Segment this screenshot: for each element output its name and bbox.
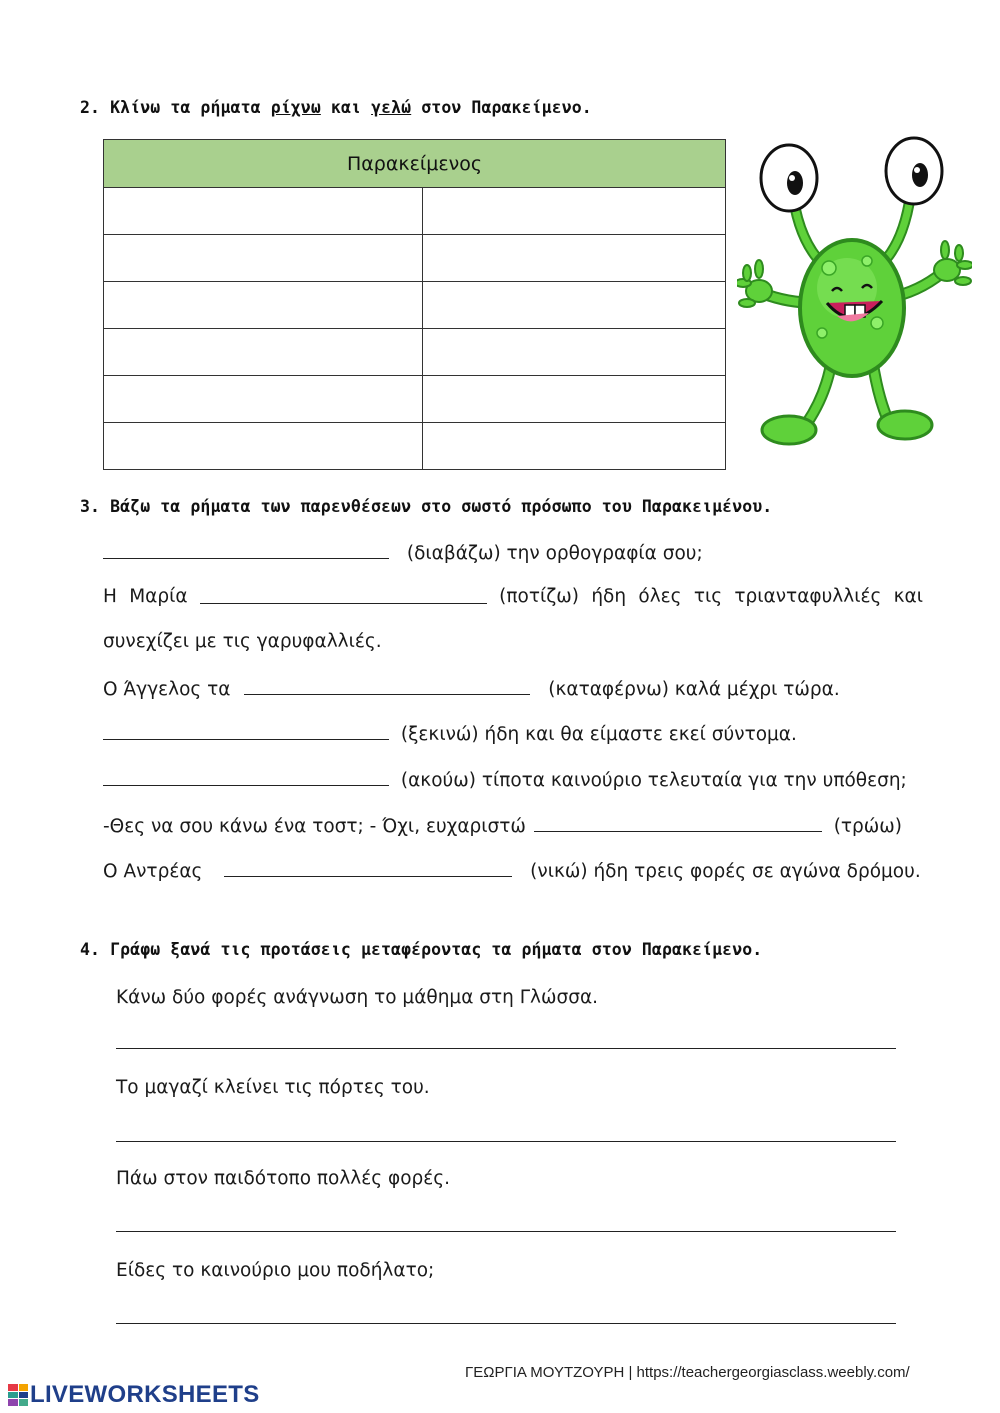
logo-text: LIVEWORKSHEETS — [30, 1381, 260, 1408]
table-row — [104, 235, 726, 282]
table-cell-input[interactable] — [423, 282, 726, 329]
answer-line-2[interactable] — [116, 1140, 896, 1142]
table-row — [104, 282, 726, 329]
table-cell-input[interactable] — [423, 329, 726, 376]
sentence-3: Πάω στον παιδότοπο πολλές φορές. — [116, 1168, 450, 1189]
table-cell-input[interactable] — [104, 188, 423, 235]
exercise-3-line-6: (ακούω) τίποτα καινούριο τελευταία για την υπόθεση; — [103, 768, 907, 791]
exercise-3-line-5: (ξεκινώ) ήδη και θα είμαστε εκεί σύντομα. — [103, 722, 797, 745]
exercise-3-line-8: Ο Αντρέας (νικώ) ήδη τρεις φορές σε αγώνα δρόμου. — [103, 861, 921, 882]
table-cell-input[interactable] — [104, 376, 423, 423]
section-2-text-post: στον Παρακείμενο. — [421, 98, 592, 117]
table-cell-input[interactable] — [423, 235, 726, 282]
table-row — [104, 188, 726, 235]
answer-blank[interactable] — [534, 814, 822, 832]
table-cell-input[interactable] — [104, 282, 423, 329]
answer-blank[interactable] — [200, 586, 487, 604]
sentence-4: Είδες το καινούριο μου ποδήλατο; — [116, 1260, 435, 1281]
table-cell-input[interactable] — [423, 423, 726, 470]
answer-blank[interactable] — [224, 859, 512, 877]
section-3-heading: 3. Βάζω τα ρήματα των παρενθέσεων στο σωστό πρόσωπο του Παρακειμένου. — [80, 497, 773, 516]
table-row — [104, 376, 726, 423]
table-header: Παρακείμενος — [104, 140, 726, 188]
exercise-3-line-4: Ο Άγγελος τα (καταφέρνω) καλά μέχρι τώρα. — [103, 679, 840, 700]
exercise-3-line-3: συνεχίζει με τις γαρυφαλλιές. — [103, 631, 382, 652]
section-2-heading — [80, 98, 592, 117]
section-4-heading: 4. Γράφω ξανά τις προτάσεις μεταφέροντας τα ρήματα στον Παρακείμενο. — [80, 940, 763, 959]
section-2-text-pre: Κλίνω τα ρήματα — [110, 98, 261, 117]
answer-line-4[interactable] — [116, 1322, 896, 1324]
exercise-3-line-2: Η Μαρία (ποτίζω) ήδη όλες τις τριανταφυλλιές και — [103, 586, 923, 607]
perfect-tense-table — [103, 139, 726, 470]
answer-blank[interactable] — [103, 541, 389, 559]
verb-rixno: ρίχνω — [270, 98, 321, 117]
section-2-number: 2. — [80, 98, 101, 117]
table-row — [104, 423, 726, 470]
table-cell-input[interactable] — [423, 188, 726, 235]
alien-illustration — [737, 133, 972, 448]
table-cell-input[interactable] — [104, 235, 423, 282]
answer-line-3[interactable] — [116, 1230, 896, 1232]
exercise-3-line-7: -Θες να σου κάνω ένα τοστ; - Όχι, ευχαριστώ (τρώω) — [103, 816, 902, 837]
sentence-2: Το μαγαζί κλείνει τις πόρτες του. — [116, 1077, 430, 1098]
table-cell-input[interactable] — [104, 329, 423, 376]
answer-blank[interactable] — [103, 768, 389, 786]
sentence-1: Κάνω δύο φορές ανάγνωση το μάθημα στη Γλώσσα. — [116, 987, 599, 1008]
exercise-3-line-1: (διαβάζω) την ορθογραφία σου; — [103, 541, 703, 564]
answer-blank[interactable] — [103, 722, 389, 740]
section-2-text-mid: και — [330, 98, 362, 117]
answer-line-1[interactable] — [116, 1047, 896, 1049]
author-credit: ΓΕΩΡΓΙΑ ΜΟΥΤΖΟΥΡΗ | https://teachergeorgiasclass.weebly.com/ — [465, 1364, 910, 1381]
table-cell-input[interactable] — [104, 423, 423, 470]
answer-blank[interactable] — [244, 677, 530, 695]
table-cell-input[interactable] — [423, 376, 726, 423]
liveworksheets-badge-icon — [8, 1384, 28, 1406]
verb-gelo: γελώ — [371, 98, 412, 117]
liveworksheets-logo — [8, 1383, 260, 1407]
table-row — [104, 329, 726, 376]
